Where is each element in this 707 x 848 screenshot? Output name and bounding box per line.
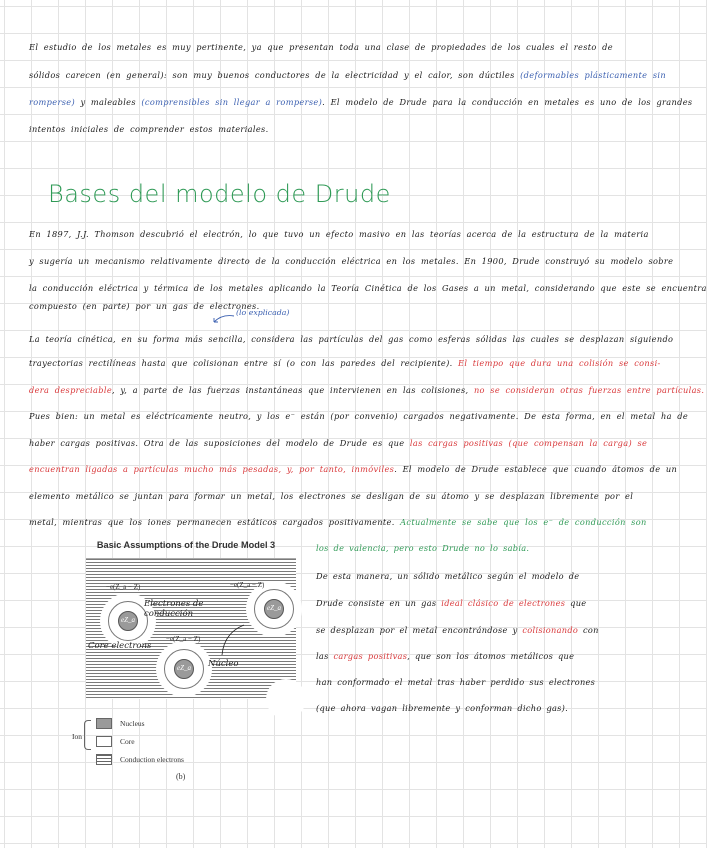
text-span: (deformables plásticamente sin	[520, 70, 666, 80]
text-span: y sugería un mecanismo relativamente directo de la conducción eléctrica en los metales. En 1900, Drude construyó su modelo sobre	[29, 256, 674, 266]
right-line	[316, 542, 608, 554]
right-line	[316, 624, 608, 636]
ion-atom	[266, 679, 306, 719]
text-span: la conducción eléctrica y térmica de los metales aplicando la Teoría Cinética de los Gases a un metal, considerando que este se encuentra	[29, 283, 707, 293]
legend-nucleus: Nucleus	[120, 719, 145, 728]
text-span: los de valencia, pero esto Drude no lo sabía.	[316, 543, 530, 553]
legend-brace	[84, 720, 91, 750]
right-line	[316, 702, 608, 714]
body-line	[29, 255, 674, 267]
text-span: Actualmente se sabe que los e⁻ de conducción son	[400, 517, 647, 527]
body-line	[29, 463, 678, 475]
right-line	[316, 597, 608, 609]
body-line	[29, 357, 661, 369]
text-span: . El modelo de Drude establece que cuando átomos de un	[394, 464, 678, 474]
intro-line	[29, 69, 666, 81]
text-span: no se consideran otras fuerzas entre partículas.	[473, 385, 705, 395]
text-span: que	[565, 598, 587, 608]
text-span: El tiempo que dura una colisión se consi-	[458, 358, 661, 368]
charge-label: −e(Z_a − Z)	[106, 583, 141, 591]
legend-ion-label: Ion	[72, 732, 82, 741]
ion-atom	[156, 641, 212, 697]
annotation-arrow	[218, 619, 248, 659]
legend-row-core	[96, 736, 135, 747]
legend-row-conduction	[96, 754, 184, 765]
text-span: Drude consiste en un gas	[316, 598, 442, 608]
text-span: elemento metálico se juntan para formar un metal, los electrones se desligan de su átomo y se desplazan libremente por el	[29, 491, 634, 501]
figure-caption: (b)	[176, 772, 186, 781]
text-span: las	[316, 651, 334, 661]
section-title: Bases del modelo de Drude	[48, 180, 391, 208]
conduction-swatch	[96, 754, 112, 765]
figure-title: Basic Assumptions of the Drude Model 3	[96, 540, 276, 550]
text-span: compuesto (en parte) por un gas de electrones.	[29, 301, 260, 311]
drude-figure	[72, 540, 296, 781]
body-line	[29, 490, 634, 502]
body-line	[29, 410, 689, 422]
text-span: sólidos carecen (en general): son muy buenos conductores de la electricidad y el calor, son dúctiles	[29, 70, 521, 80]
text-span: intentos iniciales de comprender estos materiales.	[29, 124, 269, 134]
legend-row-nucleus	[96, 718, 145, 729]
handwritten-nucleo: Núcleo	[208, 659, 239, 669]
text-span: En 1897, J.J. Thomson descubrió el electrón, lo que tuvo un efecto masivo en las teorías acerca de la estructura de la materia	[29, 229, 649, 239]
text-span: encuentran ligadas a partículas mucho más pesadas, y, por tanto, inmóviles	[29, 464, 395, 474]
text-span: las cargas positivas (que compensan la carga) se	[409, 438, 648, 448]
text-span: ideal clásico de electrones	[441, 598, 566, 608]
text-span: cargas positivas	[333, 651, 408, 661]
legend-conduction: Conduction electrons	[120, 755, 184, 764]
text-span: se desplazan por el metal encontrándose y	[316, 625, 523, 635]
text-span: , y, a parte de las fuerzas instantáneas que intervienen en las colisiones,	[112, 385, 474, 395]
text-span: con	[578, 625, 599, 635]
handwritten-core: Core electrons	[88, 641, 152, 651]
conduction-electron-sea	[86, 558, 296, 699]
text-span: y maleables	[75, 97, 142, 107]
text-span: dera despreciable	[29, 385, 113, 395]
text-span: (que ahora vagan libremente y conforman dicho gas).	[316, 703, 569, 713]
core-swatch	[96, 736, 112, 747]
handwritten-electrones: Electrones de conducción	[144, 599, 204, 619]
nucleus-label: eZ_a	[121, 616, 135, 624]
text-span: . El modelo de Drude para la conducción en metales es uno de los grandes	[322, 97, 693, 107]
right-line	[316, 570, 608, 582]
text-span: Pues bien: un metal es eléctricamente neutro, y los e⁻ están (por convenio) cargados negativamente. De esta forma, en el metal ha de	[29, 411, 689, 421]
charge-label: −e(Z_a − Z)	[166, 635, 201, 643]
body-line	[29, 282, 707, 294]
text-span: El estudio de los metales es muy pertinente, ya que presentan toda una clase de propiedades de los cuales el resto de	[29, 42, 613, 52]
intro-line	[29, 96, 693, 108]
ion-atom	[246, 581, 302, 637]
body-line	[29, 300, 609, 312]
text-span: De esta manera, un sólido metálico según el modelo de	[316, 571, 580, 581]
text-span: colisionando	[522, 625, 579, 635]
text-span: metal, mientras que los iones permanecen estáticos cargados positivamente.	[29, 517, 401, 527]
text-span: , que son los átomos metálicos que	[407, 651, 575, 661]
figure-legend	[72, 718, 296, 768]
intro-line	[29, 123, 609, 135]
text-span: romperse)	[29, 97, 75, 107]
intro-line	[29, 41, 613, 53]
text-span: han conformado el metal tras haber perdido sus electrones	[316, 677, 596, 687]
body-line	[29, 516, 647, 528]
text-span: trayectorias rectilíneas hasta que colisionan entre sí (o con las paredes del recipiente).	[29, 358, 459, 368]
right-line	[316, 676, 608, 688]
nucleus-swatch	[96, 718, 112, 729]
right-line	[316, 650, 608, 662]
legend-core: Core	[120, 737, 135, 746]
nucleus-label: eZ_a	[267, 604, 281, 612]
annotation-arrow	[212, 312, 238, 324]
body-line	[29, 384, 705, 396]
text-span: La teoría cinética, en su forma más sencilla, considera las partículas del gas como esferas sólidas las cuales se desplazan siguiendo	[29, 334, 674, 344]
text-span: (comprensibles sin llegar a romperse)	[141, 97, 323, 107]
text-span: haber cargas positivas. Otra de las suposiciones del modelo de Drude es que	[29, 438, 410, 448]
body-line	[29, 228, 649, 240]
body-line	[29, 333, 674, 345]
charge-label: −e(Z_a − Z)	[230, 581, 265, 589]
body-line	[29, 437, 648, 449]
annotation-note: (lo explicada)	[236, 308, 290, 317]
nucleus-label: eZ_a	[177, 664, 191, 672]
